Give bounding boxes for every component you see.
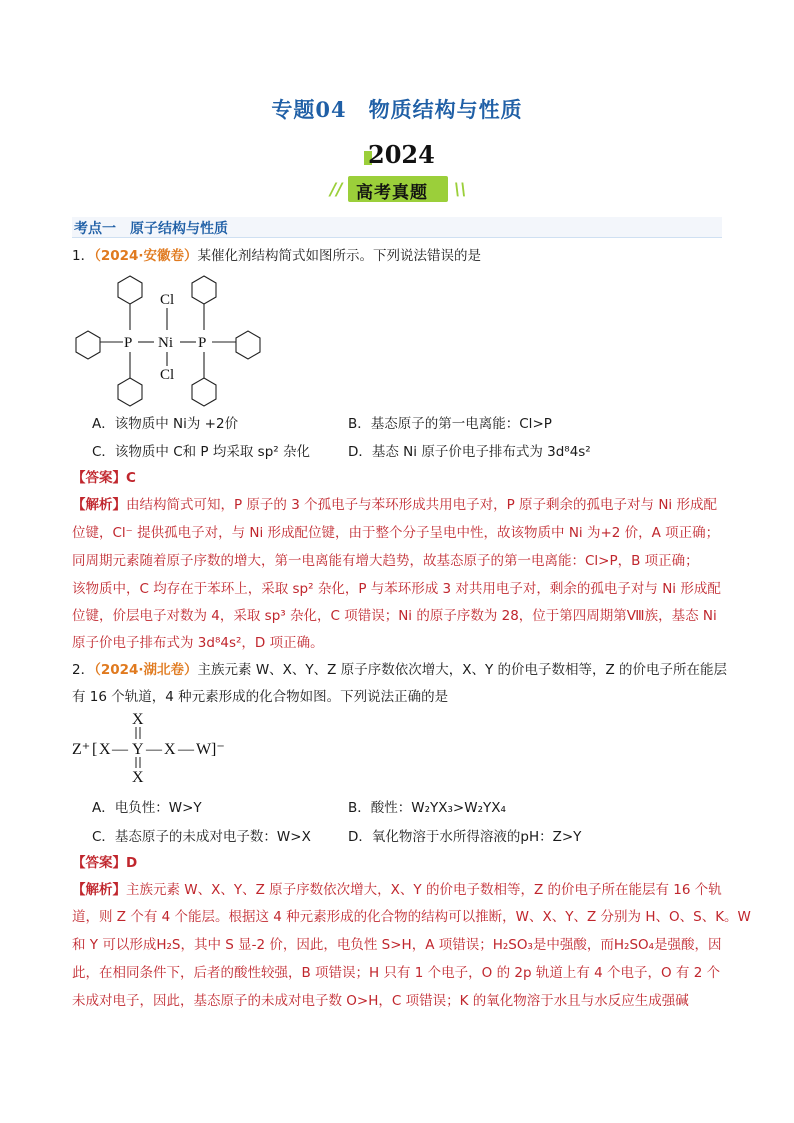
q2-option-c: C．基态原子的未成对电子数：W>X (92, 829, 311, 845)
q1-option-b: B．基态原子的第一电离能：Cl>P (348, 416, 552, 432)
q1-answer-label: 【答案】 (72, 470, 126, 486)
q2-dash2: — (146, 741, 162, 758)
section-header (72, 217, 722, 238)
q2-analysis-line-1 (72, 880, 722, 900)
q2-w: W (196, 741, 212, 758)
q2-analysis-label: 【解析】 (72, 882, 126, 898)
q1-cl-top: Cl (160, 292, 175, 308)
q2-x-bottom: X (132, 769, 144, 786)
q2-analysis-line-5: 未成对电子，因此，基态原子的未成对电子数 O>H，C 项错误；K 的氧化物溶于水且与水反应生成强碱 (72, 993, 689, 1009)
q1-ni: Ni (158, 335, 173, 351)
slash-decoration-left: // (330, 180, 343, 200)
q2-answer-label: 【答案】 (72, 855, 126, 871)
q1-analysis-line-6: 原子价电子排布式为 3d⁸4s²，D 项正确。 (72, 635, 324, 651)
q1-analysis-line-1 (72, 495, 717, 515)
q2-source: （2024·湖北卷） (94, 662, 198, 678)
q2-answer-value: D (126, 855, 138, 871)
q2-structure-diagram (70, 710, 250, 786)
q2-z: Z⁺ (72, 741, 91, 758)
q1-option-a: A．该物质中 Ni为 +2价 (92, 416, 239, 432)
q1-answer (72, 468, 136, 488)
slash-decoration-right: \\ (454, 180, 467, 200)
q1-answer-value: C (126, 470, 136, 486)
q2-analysis-line-4: 此，在相同条件下，后者的酸性较强，B 项错误；H 只有 1 个电子，O 的 2p 轨道上有 4 个电子，O 有 2 个 (72, 965, 721, 981)
q1-cl-bottom: Cl (160, 367, 175, 383)
q2-option-b: B．酸性：W₂YX₃>W₂YX₄ (348, 800, 506, 816)
q2-analysis-line-3: 和 Y 可以形成H₂S，其中 S 显-2 价，因此，电负性 S>H，A 项错误；H₂SO₃是中强酸，而H₂SO₄是强酸，因 (72, 937, 722, 953)
q2-bracket-open: [ (92, 741, 98, 758)
q2-stem-line-2: 有 16 个轨道，4 种元素形成的化合物如图。下列说法正确的是 (72, 689, 449, 705)
q2-option-a: A．电负性：W>Y (92, 800, 202, 816)
q2-y: Y (132, 741, 144, 758)
q1-option-c: C．该物质中 C和 P 均采取 sp² 杂化 (92, 444, 310, 460)
q1-p-right: P (198, 335, 207, 351)
q1-stem (72, 246, 481, 266)
q2-x-top: X (132, 711, 144, 728)
q1-p-left: P (124, 335, 133, 351)
q1-analysis-line-5: 位键，价层电子对数为 4，采取 sp³ 杂化，C 项错误；Ni 的原子序数为 28，位于第四周期第Ⅷ族，基态 Ni (72, 608, 717, 624)
page-title: 专题04 物质结构与性质 (271, 97, 523, 122)
q2-option-d: D．氧化物溶于水所得溶液的pH：Z>Y (348, 829, 582, 845)
q1-analysis-line-2: 位键，Cl⁻ 提供孤电子对，与 Ni 形成配位键，由于整个分子呈电中性，故该物质中 Ni 为+2 价，A 项正确； (72, 525, 720, 541)
q1-analysis-label: 【解析】 (72, 497, 126, 513)
q2-stem-text: 主族元素 W、X、Y、Z 原子序数依次增大，X、Y 的价电子数相等，Z 的价电子所在能层 (197, 662, 728, 678)
q1-stem-text: 某催化剂结构简式如图所示。下列说法错误的是 (197, 248, 482, 264)
year-badge-group (330, 140, 470, 206)
q2-analysis-text-1: 主族元素 W、X、Y、Z 原子序数依次增大，X、Y 的价电子数相等，Z 的价电子所在能层有 16 个轨 (126, 882, 722, 898)
badge-label: 高考真题 (356, 183, 428, 203)
q2-analysis-line-2: 道，则 Z 个有 4 个能层。根据这 4 种元素形成的化合物的结构可以推断，W、X、Y、Z 分别为 H、O、S、K。W (72, 909, 751, 925)
q2-x1: X (99, 741, 111, 758)
q1-analysis-line-3: 同周期元素随着原子序数的增大，第一电离能有增大趋势，故基态原子的第一电离能：Cl>P，B 项正确； (72, 553, 699, 569)
q2-bracket-close: ]⁻ (211, 741, 225, 758)
q2-x2: X (164, 741, 176, 758)
q2-dash1: — (112, 741, 128, 758)
q1-structure-diagram (70, 272, 280, 407)
q2-dash3: — (178, 741, 194, 758)
q2-stem (72, 660, 727, 680)
q2-answer (72, 853, 137, 873)
q1-number: 1． (72, 248, 95, 264)
q2-number: 2． (72, 662, 95, 678)
q1-analysis-line-4: 该物质中，C 均存在于苯环上，采取 sp² 杂化，P 与苯环形成 3 对共用电子对，剩余的孤电子对与 Ni 形成配 (72, 581, 721, 597)
section-title: 考点一 原子结构与性质 (74, 221, 228, 237)
q1-source: （2024·安徽卷） (94, 248, 198, 264)
year-label: 2024 (368, 140, 435, 169)
q1-option-d: D．基态 Ni 原子价电子排布式为 3d⁸4s² (348, 444, 591, 460)
q1-analysis-text-1: 由结构简式可知，P 原子的 3 个孤电子与苯环形成共用电子对，P 原子剩余的孤电子对与 Ni 形成配 (126, 497, 717, 513)
